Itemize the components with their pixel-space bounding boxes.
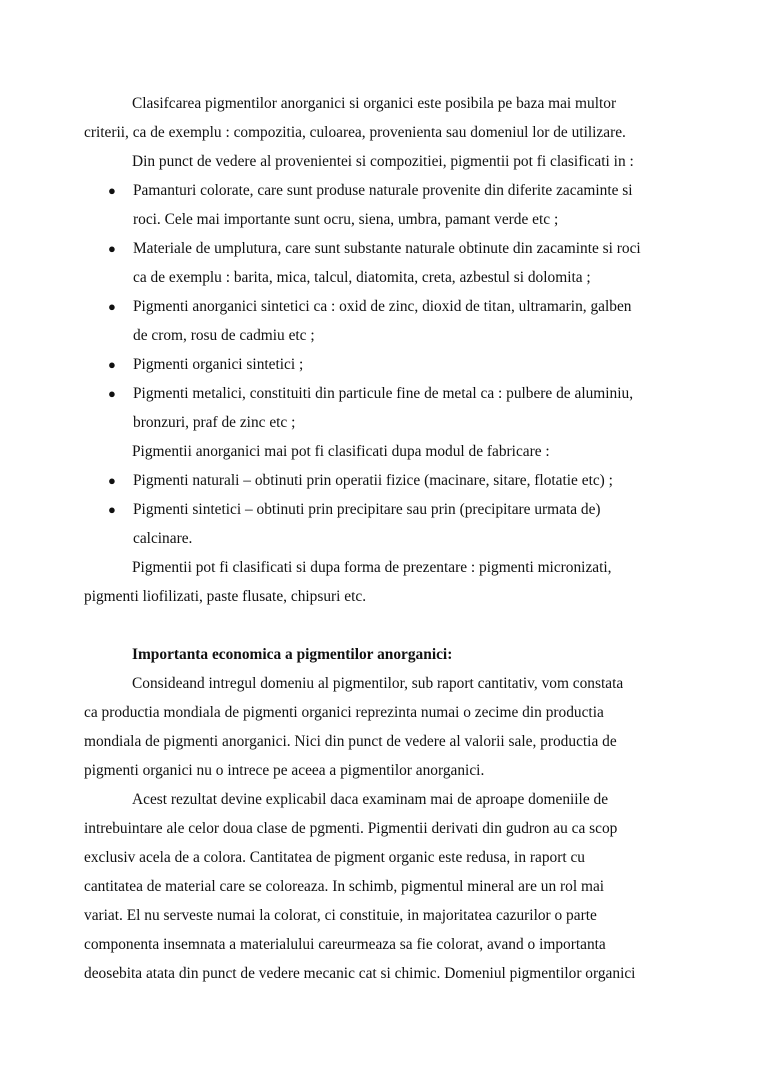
paragraph-line: Din punct de vedere al provenientei si compozitiei, pigmentii pot fi clasificati in : (132, 153, 634, 170)
list-item-text: calcinare. (133, 530, 193, 547)
bullet-icon: ● (108, 183, 116, 198)
bullet-icon: ● (108, 502, 116, 517)
paragraph-line: intrebuintare ale celor doua clase de pgmenti. Pigmentii derivati din gudron au ca scop (84, 820, 618, 837)
paragraph-line: variat. El nu serveste numai la colorat, ci constituie, in majoritatea cazurilor o parte (84, 907, 597, 924)
bullet-icon: ● (108, 473, 116, 488)
paragraph-line: cantitatea de material care se coloreaza. In schimb, pigmentul mineral are un rol mai (84, 878, 605, 895)
list-item (84, 495, 686, 553)
list-item-text: bronzuri, praf de zinc etc ; (133, 414, 296, 431)
bullet-icon: ● (108, 299, 116, 314)
list-item (84, 350, 686, 379)
paragraph-line: Pigmentii anorganici mai pot fi clasificati dupa modul de fabricare : (132, 443, 550, 460)
paragraph-line: pigmenti liofilizati, paste flusate, chipsuri etc. (84, 588, 367, 605)
list-item-text: Pigmenti metalici, constituiti din particule fine de metal ca : pulbere de aluminiu, (133, 385, 634, 402)
list-item-text: Materiale de umplutura, care sunt substante naturale obtinute din zacaminte si roci (133, 240, 641, 257)
list-item (84, 176, 686, 234)
list-item-text: Pigmenti sintetici – obtinuti prin precipitare sau prin (precipitare urmata de) (133, 501, 601, 518)
bullet-icon: ● (108, 357, 116, 372)
list-item-text: ca de exemplu : barita, mica, talcul, diatomita, creta, azbestul si dolomita ; (133, 269, 591, 286)
list-item (84, 292, 686, 350)
list-item-text: Pamanturi colorate, care sunt produse naturale provenite din diferite zacaminte si (133, 182, 633, 199)
paragraph-line: Consideand intregul domeniu al pigmentilor, sub raport cantitativ, vom constata (132, 675, 624, 692)
paragraph-line: ca productia mondiala de pigmenti organici reprezinta numai o zecime din productia (84, 704, 604, 721)
list-item-text: roci. Cele mai importante sunt ocru, siena, umbra, pamant verde etc ; (133, 211, 559, 228)
list-item-text: Pigmenti organici sintetici ; (133, 356, 304, 373)
list-item (84, 234, 686, 292)
blank-line (84, 611, 686, 640)
list-item (84, 379, 686, 437)
paragraph-line: Pigmentii pot fi clasificati si dupa forma de prezentare : pigmenti micronizati, (132, 559, 612, 576)
list-item-text: Pigmenti anorganici sintetici ca : oxid de zinc, dioxid de titan, ultramarin, galben (133, 298, 632, 315)
bullet-icon: ● (108, 386, 116, 401)
list-item-text: Pigmenti naturali – obtinuti prin operatii fizice (macinare, sitare, flotatie etc) ; (133, 472, 613, 489)
paragraph-line: criterii, ca de exemplu : compozitia, culoarea, provenienta sau domeniul lor de utilizare. (84, 124, 626, 141)
list-item-text: de crom, rosu de cadmiu etc ; (133, 327, 315, 344)
paragraph-line: Clasifcarea pigmentilor anorganici si organici este posibila pe baza mai multor (132, 95, 617, 112)
paragraph-line: pigmenti organici nu o intrece pe aceea a pigmentilor anorganici. (84, 762, 485, 779)
bullet-icon: ● (108, 241, 116, 256)
paragraph-line: componenta insemnata a materialului careurmeaza sa fie colorat, avand o importanta (84, 936, 606, 953)
section-heading: Importanta economica a pigmentilor anorganici: (132, 646, 453, 663)
classification-list (84, 176, 686, 437)
paragraph-line: mondiala de pigmenti anorganici. Nici din punct de vedere al valorii sale, productia de (84, 733, 617, 750)
list-item (84, 466, 686, 495)
manufacturing-list (84, 466, 686, 553)
paragraph-line: exclusiv acela de a colora. Cantitatea de pigment organic este redusa, in raport cu (84, 849, 585, 866)
document-body (84, 89, 686, 988)
paragraph-line: deosebita atata din punct de vedere mecanic cat si chimic. Domeniul pigmentilor organici (84, 965, 636, 982)
paragraph-line: Acest rezultat devine explicabil daca examinam mai de aproape domeniile de (132, 791, 609, 808)
